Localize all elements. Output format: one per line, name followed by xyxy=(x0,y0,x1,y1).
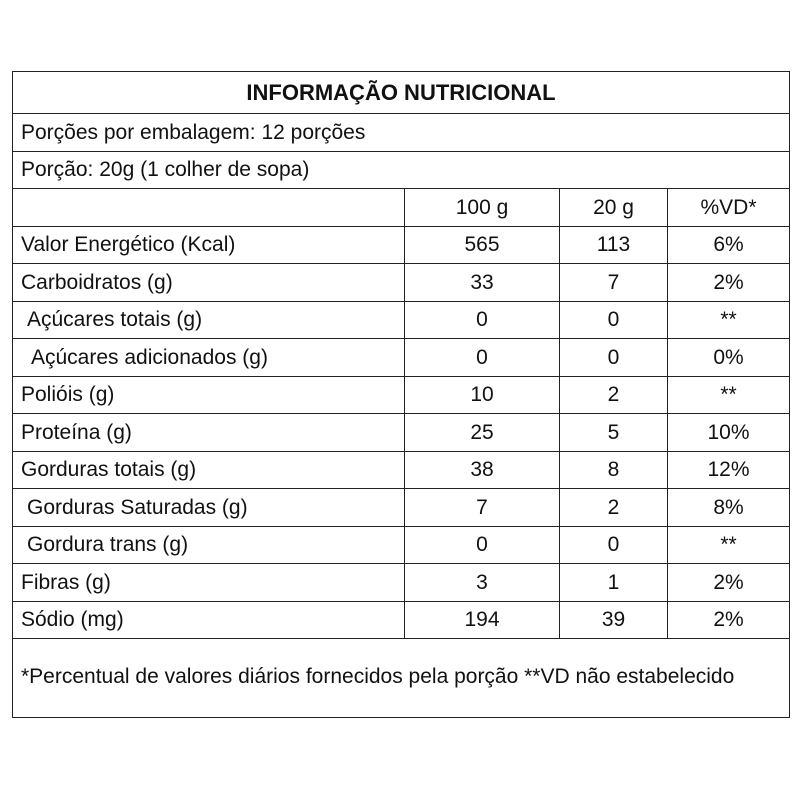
nutrient-daily-value: 8% xyxy=(668,489,790,527)
nutrient-row xyxy=(13,414,790,452)
footnote-row xyxy=(13,639,790,718)
nutrient-per-serving: 5 xyxy=(560,414,668,452)
nutrient-name: Proteína (g) xyxy=(13,414,405,452)
nutrient-per-serving: 113 xyxy=(560,226,668,264)
nutrient-row xyxy=(13,601,790,639)
nutrient-row xyxy=(13,451,790,489)
nutrient-per-100g: 0 xyxy=(405,526,560,564)
nutrient-daily-value: ** xyxy=(668,376,790,414)
nutrient-row xyxy=(13,376,790,414)
nutrient-name: Gorduras totais (g) xyxy=(13,451,405,489)
nutrient-per-100g: 3 xyxy=(405,564,560,602)
nutrient-per-serving: 2 xyxy=(560,376,668,414)
nutrient-per-serving: 7 xyxy=(560,264,668,302)
nutrient-daily-value: 2% xyxy=(668,601,790,639)
nutrient-per-serving: 0 xyxy=(560,339,668,377)
nutrient-daily-value: 2% xyxy=(668,564,790,602)
serving-size: Porção: 20g (1 colher de sopa) xyxy=(13,151,790,189)
nutrient-name: Polióis (g) xyxy=(13,376,405,414)
footnote: *Percentual de valores diários fornecidos pela porção **VD não estabelecido xyxy=(13,639,790,718)
column-header-daily-value: %VD* xyxy=(668,189,790,227)
nutrient-name: Açúcares totais (g) xyxy=(13,301,405,339)
nutrient-per-100g: 0 xyxy=(405,301,560,339)
nutrient-per-100g: 0 xyxy=(405,339,560,377)
nutrient-name: Sódio (mg) xyxy=(13,601,405,639)
nutrient-name: Fibras (g) xyxy=(13,564,405,602)
column-header-per-100g: 100 g xyxy=(405,189,560,227)
nutrient-daily-value: 6% xyxy=(668,226,790,264)
column-header-row xyxy=(13,189,790,227)
nutrient-daily-value: ** xyxy=(668,301,790,339)
nutrient-row xyxy=(13,301,790,339)
nutrient-per-100g: 38 xyxy=(405,451,560,489)
servings-per-package-row xyxy=(13,114,790,152)
nutrient-name: Carboidratos (g) xyxy=(13,264,405,302)
nutrient-per-serving: 39 xyxy=(560,601,668,639)
nutrient-per-serving: 8 xyxy=(560,451,668,489)
nutrient-per-serving: 1 xyxy=(560,564,668,602)
nutrient-row xyxy=(13,526,790,564)
nutrient-per-100g: 10 xyxy=(405,376,560,414)
nutrient-daily-value: 10% xyxy=(668,414,790,452)
nutrient-name: Gorduras Saturadas (g) xyxy=(13,489,405,527)
nutrient-row xyxy=(13,226,790,264)
nutrient-per-100g: 194 xyxy=(405,601,560,639)
nutrient-daily-value: ** xyxy=(668,526,790,564)
nutrient-name: Gordura trans (g) xyxy=(13,526,405,564)
column-header-per-serving: 20 g xyxy=(560,189,668,227)
nutrient-name: Açúcares adicionados (g) xyxy=(13,339,405,377)
title-row xyxy=(13,72,790,114)
nutrient-daily-value: 12% xyxy=(668,451,790,489)
nutrient-per-100g: 25 xyxy=(405,414,560,452)
nutrient-row xyxy=(13,489,790,527)
column-header-nutrient xyxy=(13,189,405,227)
nutrition-facts-table xyxy=(12,71,790,718)
nutrient-per-100g: 33 xyxy=(405,264,560,302)
nutrient-per-100g: 565 xyxy=(405,226,560,264)
servings-per-package: Porções por embalagem: 12 porções xyxy=(13,114,790,152)
nutrient-daily-value: 2% xyxy=(668,264,790,302)
nutrient-row xyxy=(13,564,790,602)
nutrient-per-100g: 7 xyxy=(405,489,560,527)
table-title: INFORMAÇÃO NUTRICIONAL xyxy=(13,72,790,114)
nutrient-row xyxy=(13,264,790,302)
nutrient-per-serving: 0 xyxy=(560,301,668,339)
nutrient-row xyxy=(13,339,790,377)
nutrient-per-serving: 2 xyxy=(560,489,668,527)
nutrient-name: Valor Energético (Kcal) xyxy=(13,226,405,264)
serving-size-row xyxy=(13,151,790,189)
nutrient-daily-value: 0% xyxy=(668,339,790,377)
nutrient-per-serving: 0 xyxy=(560,526,668,564)
